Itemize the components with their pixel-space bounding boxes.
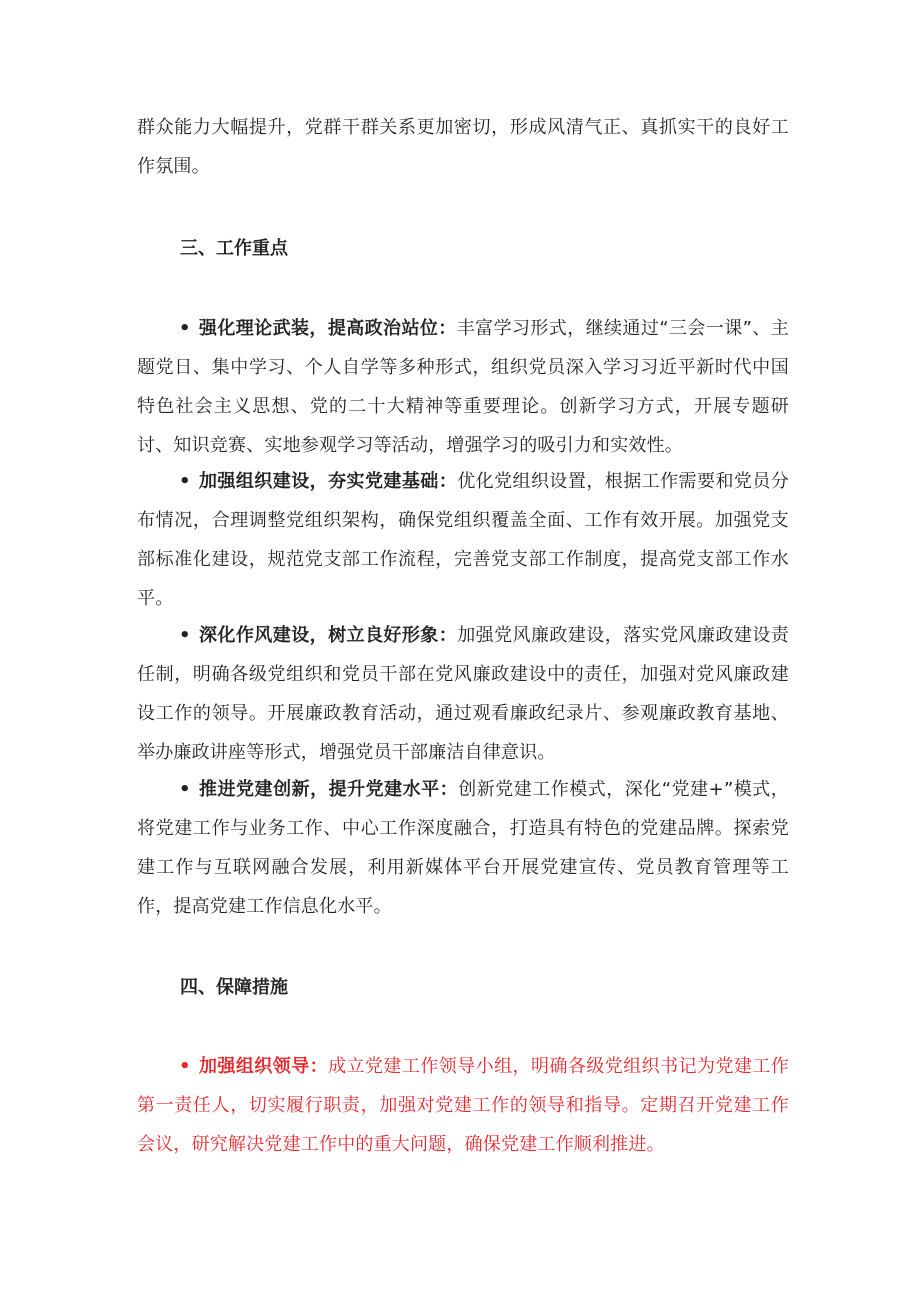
section-3-item-2 xyxy=(137,462,789,618)
bullet-icon: • xyxy=(179,625,191,646)
item-body: 加强党风廉政建设，落实党风廉政建设责任制，明确各级党组织和党员干部在党风廉政建设中的责任，加强对党风廉政建设工作的领导。开展廉政教育活动，通过观看廉政纪录片、参观廉政教育基地、举办廉政讲座等形式，增强党员干部廉洁自律意识。 xyxy=(137,625,789,763)
section-4-item-1 xyxy=(137,1047,789,1164)
item-lead: 强化理论武装，提高政治站位： xyxy=(198,318,457,339)
item-body: 丰富学习形式，继续通过“三会一课”、主题党日、集中学习、个人自学等多种形式，组织党员深入学习习近平新时代中国特色社会主义思想、党的二十大精神等重要理论。创新学习方式，开展专题研讨、知识竞赛、实地参观学习等活动，增强学习的吸引力和实效性。 xyxy=(137,318,789,456)
item-lead: 加强组织领导： xyxy=(198,1056,329,1077)
item-lead: 推进党建创新，提升党建水平： xyxy=(198,779,459,800)
item-lead: 深化作风建设，树立良好形象： xyxy=(198,625,458,646)
bullet-icon: • xyxy=(179,1056,191,1077)
section-3-item-1 xyxy=(137,309,789,465)
bullet-icon: • xyxy=(179,779,191,800)
item-body: 创新党建工作模式，深化“党建+”模式，将党建工作与业务工作、中心工作深度融合，打造具有特色的党建品牌。探索党建工作与互联网融合发展，利用新媒体平台开展党建宣传、党员教育管理等工作，提高党建工作信息化水平。 xyxy=(137,779,789,917)
bullet-icon: • xyxy=(179,318,191,339)
section-3-item-4 xyxy=(137,770,789,926)
section-4-heading: 四、保障措施 xyxy=(180,977,288,998)
section-3-item-3 xyxy=(137,616,789,772)
section-3-heading: 三、工作重点 xyxy=(180,238,288,259)
item-body: 成立党建工作领导小组，明确各级党组织书记为党建工作第一责任人，切实履行职责，加强对党建工作的领导和指导。定期召开党建工作会议，研究解决党建工作中的重大问题，确保党建工作顺利推进。 xyxy=(137,1056,789,1155)
bullet-icon: • xyxy=(179,471,191,492)
item-body: 优化党组织设置，根据工作需要和党员分布情况，合理调整党组织架构，确保党组织覆盖全面、工作有效开展。加强党支部标准化建设，规范党支部工作流程，完善党支部工作制度，提高党支部工作水平。 xyxy=(137,471,789,609)
item-lead: 加强组织建设，夯实党建基础： xyxy=(198,471,458,492)
intro-paragraph: 群众能力大幅提升，党群干群关系更加密切，形成风清气正、真抓实干的良好工作氛围。 xyxy=(137,117,789,177)
